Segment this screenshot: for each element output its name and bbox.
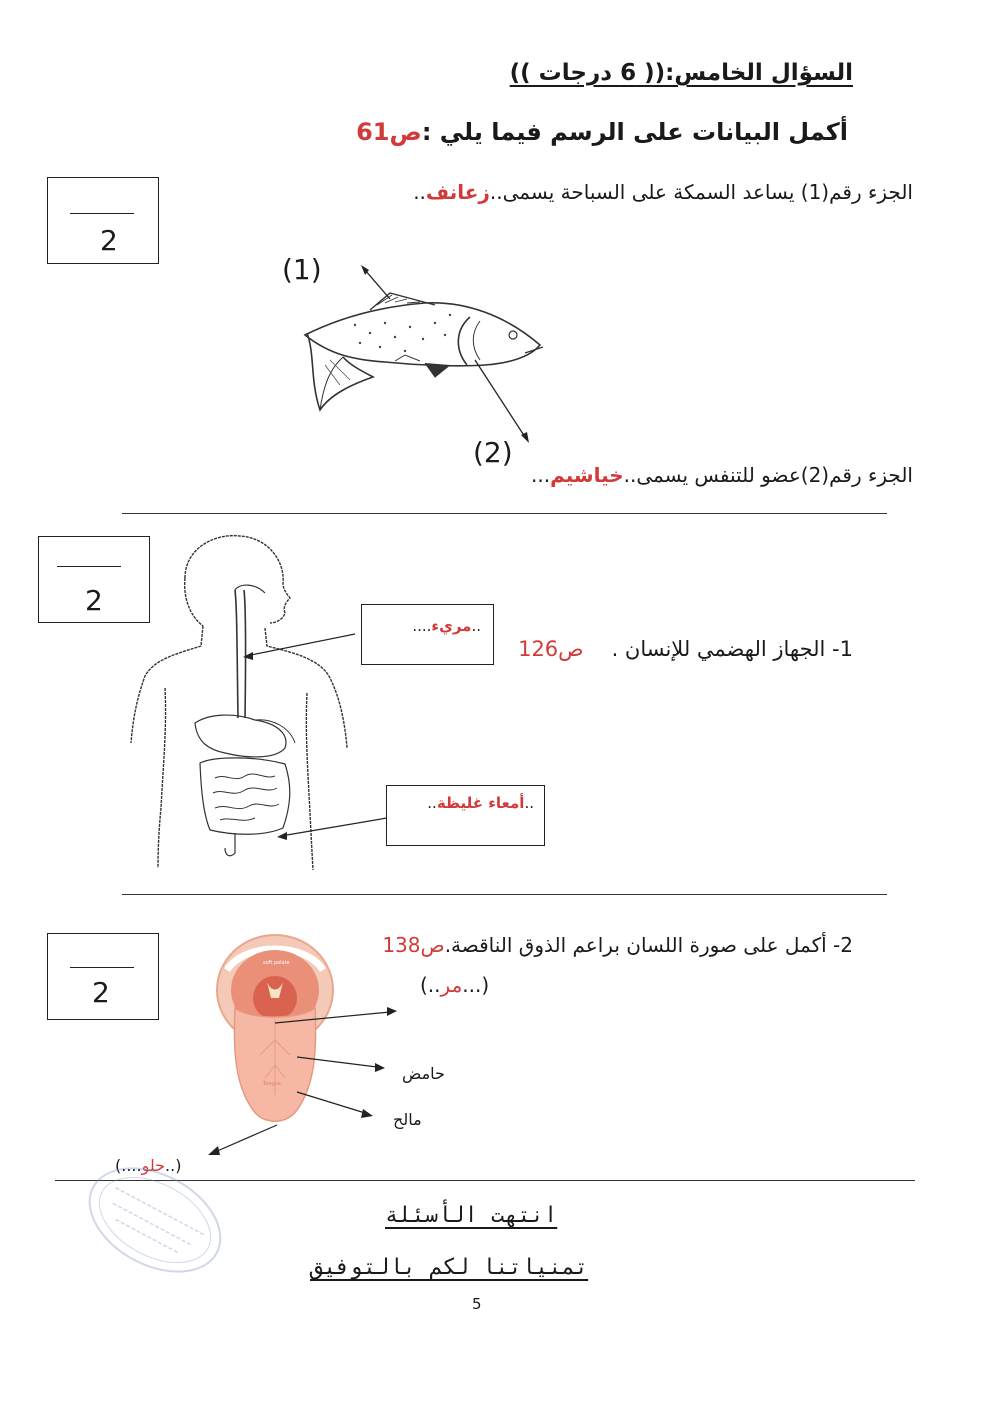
heading-marks: 6 [620,60,637,86]
label-salty: مالح [393,1110,422,1129]
fish-question-1 [413,180,913,204]
heading-part2: درجات )) [509,60,621,86]
digestive-page-ref: ص126 [518,637,584,661]
tongue-page-ref: ص138 [382,933,445,957]
score-blank-line [57,566,121,567]
fish-question-2 [531,463,913,487]
esophagus-answer [412,617,481,635]
soft-palate-text: soft palate [263,960,290,966]
tongue-text: Tongue [263,1081,281,1087]
answer-bottom: حلو [141,1156,166,1175]
fish-q1-answer: زعانف [425,180,490,204]
box2-suffix: .. [427,794,437,812]
box1-answer: مريء [431,617,472,635]
box1-prefix: .. [471,617,481,635]
answer-bottom-close: ..) [165,1156,182,1175]
fish-q2-answer: خياشيم [550,463,624,487]
tongue-score: 2 [92,976,110,1009]
digestive-score: 2 [85,584,103,617]
tongue-answer-top [420,973,489,997]
score-blank-line [70,967,134,968]
section-divider [122,513,887,514]
digestive-question [518,637,853,661]
digestive-question-text: 1- الجهاز الهضمي للإنسان . [611,637,853,661]
heading-part1: السؤال الخامس:(( [636,60,853,86]
fish-label-2: (2) [473,436,513,469]
fish-score-box [47,177,159,264]
esophagus-label-box [361,604,494,665]
large-intestine-label-box [386,785,545,846]
large-intestine-answer [427,794,534,812]
fish-q1-suffix: .. [413,180,426,204]
faded-stamp [70,1140,240,1300]
score-blank-line [70,213,134,214]
answer-top-close: ...) [462,973,490,997]
answer-top: مر [440,973,463,997]
fish-q2-suffix: ... [530,463,551,487]
tongue-score-box [47,933,159,1020]
box1-suffix: .... [412,617,432,635]
best-wishes: تمنياتنا لكم بالتوفيق [310,1255,589,1280]
fish-label-1: (1) [282,253,322,286]
fish-score: 2 [100,224,118,257]
box2-answer: أمعاء غليظة [436,794,525,812]
fish-q1-prefix: الجزء رقم(1) يساعد السمكة على السباحة يسمى.. [489,180,913,204]
end-of-questions: انتهت الأسئلة [385,1203,558,1228]
digestive-system-illustration [125,528,365,873]
label-sour: حامض [402,1064,445,1083]
box2-prefix: .. [524,794,534,812]
question-heading [510,60,853,86]
page-number: 5 [472,1295,482,1313]
fish-q2-prefix: الجزء رقم(2)عضو للتنفس يسمى.. [623,463,913,487]
tongue-question [382,933,853,957]
section-divider [122,894,887,895]
tongue-question-text: 2- أكمل على صورة اللسان براعم الذوق الناقصة. [444,933,853,957]
instruction-page-ref: ص61 [356,118,422,146]
fish-illustration [295,265,555,450]
answer-top-open: (.. [420,973,441,997]
instruction [356,118,848,146]
answer-bottom-open: (.... [115,1156,142,1175]
instruction-text: أكمل البيانات على الرسم فيما يلي : [421,118,848,146]
